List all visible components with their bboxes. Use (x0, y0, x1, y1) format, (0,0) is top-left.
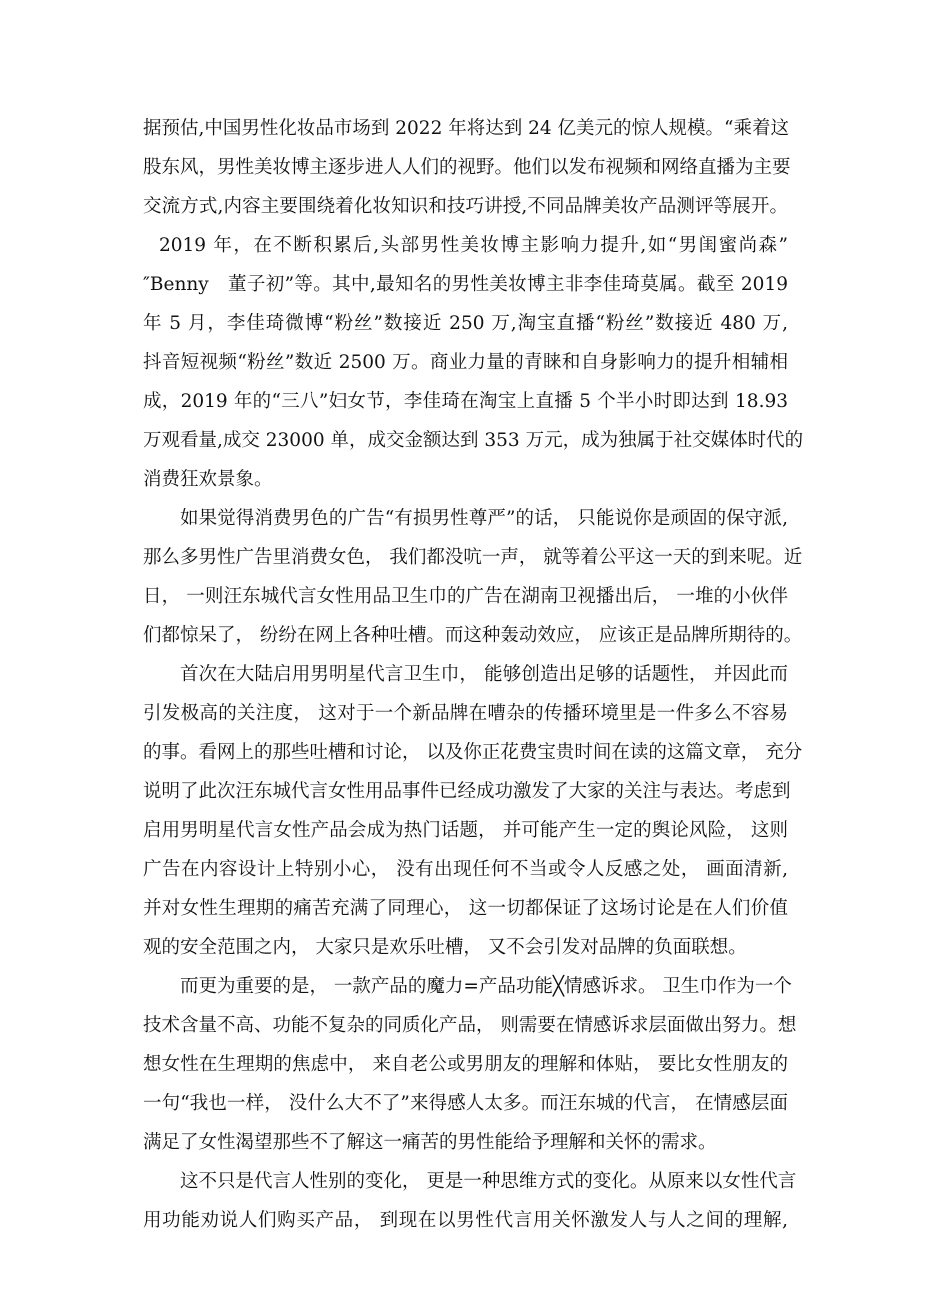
text-line: 这不只是代言人性别的变化， 更是一种思维方式的变化。从原来以女性代言 (180, 1171, 797, 1192)
text-line: 首次在大陆启用男明星代言卫生巾， 能够创造出足够的话题性， 并因此而 (180, 664, 788, 685)
text-line: 一句“我也一样， 没什么大不了”来得感人太多。而汪东城的代言， 在情感层面 (143, 1093, 788, 1114)
text-line: 年 5 月，李佳琦微博“粉丝”数接近 250 万,淘宝直播“粉丝”数接近 480 万, (143, 313, 788, 334)
text-line: 交流方式,内容主要围绕着化妆知识和技巧讲授,不同品牌美妆产品测评等展开。 (143, 196, 788, 217)
text-line: 而更为重要的是， 一款产品的魔力=产品功能╳情感诉求。 卫生巾作为一个 (180, 976, 792, 997)
text-line: ″Benny 董子初”等。其中,最知名的男性美妆博主非李佳琦莫属。截至 2019 (143, 274, 788, 295)
text-line: 消费狂欢景象。 (143, 469, 273, 490)
text-line: 满足了女性渴望那些不了解这一痛苦的男性能给予理解和关怀的需求。 (143, 1132, 717, 1153)
text-line: 启用男明星代言女性产品会成为热门话题， 并可能产生一定的舆论风险， 这则 (143, 820, 788, 841)
text-line: 2019 年，在不断积累后,头部男性美妆博主影响力提升,如“男闺蜜尚森” (159, 235, 788, 256)
text-line: 用功能劝说人们购买产品， 到现在以男性代言用关怀激发人与人之间的理解, (143, 1210, 788, 1231)
text-line: 技术含量不高、功能不复杂的同质化产品， 则需要在情感诉求层面做出努力。想 (143, 1015, 797, 1036)
text-line: 的事。看网上的那些吐槽和讨论， 以及你正花费宝贵时间在读的这篇文章， 充分 (143, 742, 803, 763)
text-line: 并对女性生理期的痛苦充满了同理心， 这一切都保证了这场讨论是在人们价值 (143, 898, 788, 919)
text-line: 如果觉得消费男色的广告“有损男性尊严”的话， 只能说你是顽固的保守派, (180, 508, 788, 529)
text-line: 万观看量,成交 23000 单，成交金额达到 353 万元，成为独属于社交媒体时代的 (143, 430, 804, 451)
text-line: 日， 一则汪东城代言女性用品卫生巾的广告在湖南卫视播出后， 一堆的小伙伴 (143, 586, 788, 607)
text-line: 想女性在生理期的焦虑中， 来自老公或男朋友的理解和体贴， 要比女性朋友的 (143, 1054, 788, 1075)
text-line: 成，2019 年的“三八”妇女节，李佳琦在淘宝上直播 5 个半小时即达到 18.93 (143, 391, 788, 412)
text-line: 广告在内容设计上特别小心， 没有出现任何不当或令人反感之处， 画面清新, (143, 859, 788, 880)
text-line: 们都惊呆了， 纷纷在网上各种吐槽。而这种轰动效应， 应该正是品牌所期待的。 (143, 625, 803, 646)
text-line: 据预估,中国男性化妆品市场到 2022 年将达到 24 亿美元的惊人规模。“乘着这 (143, 118, 789, 139)
text-line: 说明了此次汪东城代言女性用品事件已经成功激发了大家的关注与表达。考虑到 (143, 781, 791, 802)
text-line: 观的安全范围之内， 大家只是欢乐吐槽， 又不会引发对品牌的负面联想。 (143, 937, 747, 958)
text-line: 抖音短视频“粉丝”数近 2500 万。商业力量的青睐和自身影响力的提升相辅相 (143, 352, 788, 373)
text-line: 股东风，男性美妆博主逐步进人人们的视野。他们以发布视频和网络直播为主要 (143, 157, 791, 178)
text-line: 引发极高的关注度， 这对于一个新品牌在嘈杂的传播环境里是一件多么不容易 (143, 703, 788, 724)
text-line: 那么多男性广告里消费女色， 我们都没吭一声， 就等着公平这一天的到来呢。近 (143, 547, 803, 568)
